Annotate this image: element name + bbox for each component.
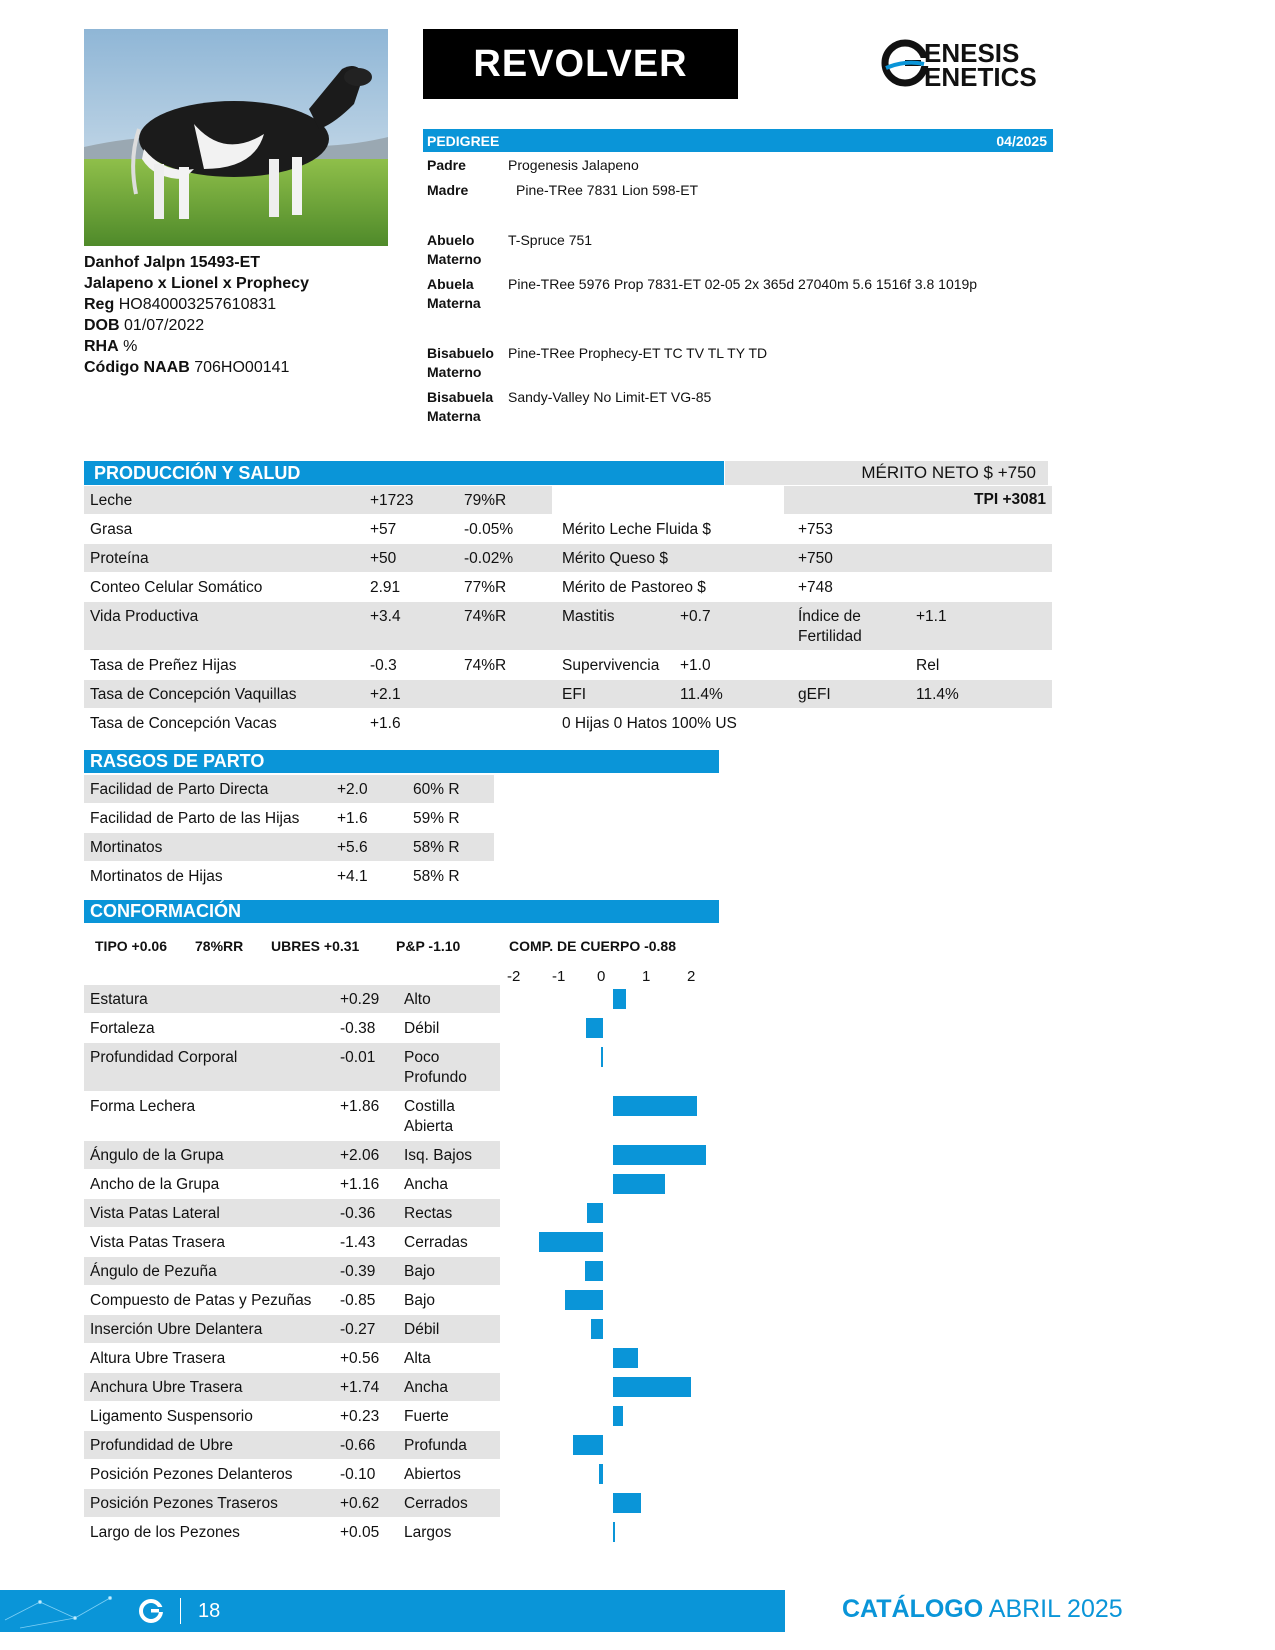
conformation-header-bar: CONFORMACIÓN: [84, 900, 719, 923]
conformation-descriptor: Abiertos: [404, 1466, 461, 1483]
production-cell-c4: Mérito de Pastoreo $: [562, 579, 706, 596]
conformation-trait: Largo de los Pezones: [90, 1524, 240, 1541]
pedigree-label-mgd: Abuela Materna: [427, 276, 481, 311]
conformation-value: -1.43: [340, 1234, 376, 1251]
conformation-value: -0.38: [340, 1020, 376, 1037]
conformation-row: [84, 1402, 500, 1430]
conformation-bar: [591, 1319, 603, 1339]
dob-label: DOB: [84, 317, 120, 334]
conformation-bar: [601, 1047, 603, 1067]
network-decoration-icon: [0, 1590, 130, 1632]
conformation-trait: Ligamento Suspensorio: [90, 1408, 253, 1425]
comp-value: COMP. DE CUERPO -0.88: [509, 938, 677, 954]
conformation-row: [84, 1014, 500, 1042]
conformation-row: [84, 1199, 500, 1227]
pedigree-value-dam: Pine-TRee 7831 Lion 598-ET: [516, 182, 699, 198]
production-cell-c2: 2.91: [370, 579, 401, 596]
conformation-trait: Inserción Ubre Delantera: [90, 1321, 263, 1338]
pedigree-title: PEDIGREE: [427, 133, 500, 149]
conformation-bar: [613, 1174, 665, 1194]
production-cell-c3: 79%R: [464, 492, 507, 509]
conformation-value: -0.10: [340, 1466, 376, 1483]
conformation-trait: Estatura: [90, 991, 148, 1008]
production-header-bar: PRODUCCIÓN Y SALUD: [84, 461, 724, 485]
chart-tick-label: -1: [552, 968, 566, 985]
animal-pedigree-line: Jalapeno x Lionel x Prophecy: [84, 275, 309, 292]
conformation-row: [84, 1344, 500, 1372]
rha-line: [84, 336, 404, 357]
conformation-trait: Profundidad Corporal: [90, 1049, 238, 1066]
cow-image: [84, 29, 388, 246]
conformation-row: [84, 1257, 500, 1285]
production-cell-c4: Supervivencia: [562, 657, 660, 674]
tipo-rel: 78%RR: [195, 938, 244, 954]
chart-tick-label: 1: [642, 968, 651, 985]
production-cell-c1: Tasa de Concepción Vaquillas: [90, 686, 297, 703]
reg-line: [84, 294, 404, 315]
production-cell-c1: Conteo Celular Somático: [90, 579, 263, 596]
conformation-trait: Altura Ubre Trasera: [90, 1350, 226, 1367]
conformation-bar: [565, 1290, 603, 1310]
conformation-value: +0.29: [340, 991, 380, 1008]
conformation-bar: [599, 1464, 604, 1484]
calving-row: [84, 775, 494, 803]
production-row: [84, 544, 1052, 572]
calving-value: +2.0: [337, 781, 368, 798]
production-cell-c6: +753: [798, 521, 833, 538]
catalog-title: [842, 1595, 1123, 1624]
production-cell-c3: 74%R: [464, 608, 507, 625]
pedigree-date: 04/2025: [996, 133, 1047, 149]
conformation-descriptor: Cerrados: [404, 1495, 468, 1512]
naab-line: [84, 357, 404, 378]
pedigree-header-bar: [423, 129, 1053, 152]
footer-bar: [0, 1590, 785, 1632]
production-cell-c4: Mérito Queso $: [562, 550, 668, 567]
production-cell-c1: Grasa: [90, 521, 133, 538]
ubres-value: UBRES +0.31: [271, 938, 360, 954]
calving-trait: Mortinatos de Hijas: [90, 868, 223, 885]
conformation-value: +1.74: [340, 1379, 380, 1396]
conformation-row: [84, 1489, 500, 1517]
conformation-trait: Posición Pezones Traseros: [90, 1495, 278, 1512]
pedigree-value-mggs: Pine-TRee Prophecy-ET TC TV TL TY TD: [508, 345, 768, 361]
pedigree-value-sire: Progenesis Jalapeno: [508, 157, 639, 173]
production-cell-c7: +1.1: [916, 608, 947, 625]
rha-label: RHA: [84, 338, 119, 355]
pedigree-value-mgs: T-Spruce 751: [508, 232, 593, 248]
conformation-row: [84, 1141, 500, 1169]
production-row: [84, 709, 1052, 737]
conformation-value: +2.06: [340, 1147, 380, 1164]
production-cell-c5: 11.4%: [680, 686, 723, 703]
conformation-trait: Ángulo de la Grupa: [90, 1147, 224, 1164]
production-cell-c2: +50: [370, 550, 397, 567]
footer-divider: [180, 1598, 181, 1624]
calving-rel: 59% R: [413, 810, 460, 827]
conformation-trait: Profundidad de Ubre: [90, 1437, 234, 1454]
calving-value: +1.6: [337, 810, 368, 827]
production-cell-c5: +1.0: [680, 657, 711, 674]
production-cell-c2: +1723: [370, 492, 414, 509]
conformation-trait: Ángulo de Pezuña: [90, 1263, 217, 1280]
conformation-value: -0.27: [340, 1321, 376, 1338]
reg-label: Reg: [84, 296, 115, 313]
conformation-descriptor: Cerradas: [404, 1234, 468, 1251]
conformation-descriptor: Ancha: [404, 1379, 448, 1396]
calving-row: [84, 804, 494, 832]
production-cell-c4: 0 Hijas 0 Hatos 100% US: [562, 715, 737, 732]
calving-header-bar: RASGOS DE PARTO: [84, 750, 719, 773]
animal-info: [84, 252, 404, 378]
production-cell-c5: +0.7: [680, 608, 711, 625]
logo-text-line1: ENESIS: [924, 38, 1020, 68]
dob-line: [84, 315, 404, 336]
tipo-value: TIPO +0.06: [95, 938, 167, 954]
production-cell-c6: +748: [798, 579, 833, 596]
production-cell-c1: Leche: [90, 492, 133, 509]
conformation-descriptor: Profunda: [404, 1437, 467, 1454]
conformation-descriptor: Alto: [404, 991, 431, 1008]
conformation-row: [84, 1460, 500, 1488]
production-cell-c7: Rel: [916, 657, 940, 674]
logo-text-line2: ENETICS: [924, 62, 1037, 92]
bull-photo: [84, 29, 388, 246]
production-cell-c3: -0.05%: [464, 521, 514, 538]
conformation-bar: [613, 989, 626, 1009]
production-cell-c2: -0.3: [370, 657, 397, 674]
calving-row: [84, 862, 494, 890]
conformation-trait: Forma Lechera: [90, 1098, 196, 1115]
genesis-g-icon: [136, 1596, 166, 1626]
conformation-trait: Anchura Ubre Trasera: [90, 1379, 243, 1396]
calving-row: [84, 833, 494, 861]
bull-name-title: REVOLVER: [423, 29, 738, 99]
production-cell-c1: Tasa de Concepción Vacas: [90, 715, 277, 732]
conformation-bar: [613, 1096, 697, 1116]
conformation-value: +0.62: [340, 1495, 380, 1512]
conformation-row: [84, 1315, 500, 1343]
calving-rel: 60% R: [413, 781, 460, 798]
calving-value: +4.1: [337, 868, 368, 885]
production-cell-c2: +3.4: [370, 608, 401, 625]
conformation-trait: Vista Patas Trasera: [90, 1234, 225, 1251]
calving-trait: Facilidad de Parto Directa: [90, 781, 269, 798]
conformation-bar: [573, 1435, 603, 1455]
conformation-bar: [613, 1493, 641, 1513]
chart-tick-label: 2: [687, 968, 696, 985]
production-cell-c3: 74%R: [464, 657, 507, 674]
conformation-trait: Ancho de la Grupa: [90, 1176, 220, 1193]
conformation-descriptor: Ancha: [404, 1176, 448, 1193]
conformation-descriptor: Costilla Abierta: [404, 1098, 455, 1135]
reg-value: HO840003257610831: [118, 296, 277, 313]
production-row: [84, 651, 1052, 679]
animal-full-name: Danhof Jalpn 15493-ET: [84, 254, 261, 271]
production-row: [84, 602, 1052, 650]
production-cell-c1: Vida Productiva: [90, 608, 199, 625]
conformation-bar: [587, 1203, 603, 1223]
production-row: [84, 680, 1052, 708]
conformation-row: [84, 1170, 500, 1198]
production-cell-c4: Mastitis: [562, 608, 615, 625]
production-cell-c6: Índice de Fertilidad: [798, 608, 862, 645]
conformation-trait: Compuesto de Patas y Pezuñas: [90, 1292, 312, 1309]
chart-tick-label: 0: [597, 968, 606, 985]
conformation-descriptor: Fuerte: [404, 1408, 449, 1425]
page-number: 18: [198, 1600, 221, 1622]
production-cell-c2: +2.1: [370, 686, 401, 703]
conformation-descriptor: Bajo: [404, 1292, 436, 1309]
calving-trait: Facilidad de Parto de las Hijas: [90, 810, 300, 827]
conformation-bar: [585, 1261, 603, 1281]
naab-label: Código NAAB: [84, 359, 190, 376]
production-row-gap: [552, 486, 784, 514]
conformation-descriptor: Bajo: [404, 1263, 436, 1280]
calving-rel: 58% R: [413, 839, 460, 856]
tpi-value: TPI +3081: [974, 491, 1046, 508]
production-cell-c2: +1.6: [370, 715, 401, 732]
conformation-row: [84, 1228, 500, 1256]
conformation-trait: Fortaleza: [90, 1020, 155, 1037]
conformation-value: +0.23: [340, 1408, 380, 1425]
naab-value: 706HO00141: [194, 359, 290, 376]
conformation-value: +0.05: [340, 1524, 380, 1541]
pedigree-label-dam: Madre: [427, 182, 469, 198]
conformation-descriptor: Débil: [404, 1020, 440, 1037]
conformation-descriptor: Largos: [404, 1524, 452, 1541]
production-cell-c4: EFI: [562, 686, 587, 703]
pedigree-value-mgd: Pine-TRee 5976 Prop 7831-ET 02-05 2x 365d 27040m 5.6 1516f 3.8 1019p: [508, 276, 978, 292]
production-cell-c6: gEFI: [798, 686, 831, 703]
conformation-trait: Posición Pezones Delanteros: [90, 1466, 293, 1483]
pedigree-label-sire: Padre: [427, 157, 466, 173]
pedigree-label-mgs: Abuelo Materno: [427, 232, 482, 267]
logo-g-icon: [880, 38, 930, 88]
conformation-bar: [613, 1145, 706, 1165]
conformation-value: -0.36: [340, 1205, 376, 1222]
conformation-value: +1.16: [340, 1176, 380, 1193]
conformation-row: [84, 1431, 500, 1459]
conformation-descriptor: Alta: [404, 1350, 431, 1367]
conformation-bar: [613, 1348, 638, 1368]
pedigree-label-mggd: Bisabuela Materna: [427, 389, 494, 424]
rha-value: %: [123, 338, 138, 355]
production-cell-c6: +750: [798, 550, 833, 567]
conformation-descriptor: Isq. Bajos: [404, 1147, 473, 1164]
genesis-genetics-logo: [880, 38, 1040, 92]
conformation-bar: [613, 1377, 691, 1397]
conformation-value: +1.86: [340, 1098, 380, 1115]
production-cell-c4: Mérito Leche Fluida $: [562, 521, 712, 538]
pedigree-value-mggd: Sandy-Valley No Limit-ET VG-85: [508, 389, 712, 405]
production-cell-c1: Proteína: [90, 550, 149, 567]
production-row: [84, 573, 1052, 601]
pp-value: P&P -1.10: [396, 938, 461, 954]
conformation-bar: [586, 1018, 603, 1038]
conformation-row: [84, 1092, 500, 1140]
conformation-bar: [613, 1522, 615, 1542]
conformation-value: +0.56: [340, 1350, 380, 1367]
calving-trait: Mortinatos: [90, 839, 163, 856]
production-cell-c1: Tasa de Preñez Hijas: [90, 657, 237, 674]
conformation-row: [84, 1518, 500, 1546]
production-cell-c7: 11.4%: [916, 686, 959, 703]
production-cell-c3: -0.02%: [464, 550, 514, 567]
conformation-value: -0.66: [340, 1437, 376, 1454]
conformation-trait: Vista Patas Lateral: [90, 1205, 220, 1222]
conformation-descriptor: Rectas: [404, 1205, 453, 1222]
conformation-value: -0.85: [340, 1292, 376, 1309]
production-row: [84, 515, 1052, 543]
catalog-title-rest: ABRIL 2025: [988, 1595, 1123, 1623]
production-cell-c3: 77%R: [464, 579, 507, 596]
dob-value: 01/07/2022: [124, 317, 205, 334]
conformation-row: [84, 1043, 500, 1091]
conformation-descriptor: Débil: [404, 1321, 440, 1338]
conformation-bar: [539, 1232, 603, 1252]
conformation-row: [84, 985, 500, 1013]
calving-value: +5.6: [337, 839, 368, 856]
conformation-value: -0.01: [340, 1049, 376, 1066]
calving-rel: 58% R: [413, 868, 460, 885]
chart-tick-label: -2: [507, 968, 521, 985]
conformation-row: [84, 1286, 500, 1314]
conformation-row: [84, 1373, 500, 1401]
production-cell-c2: +57: [370, 521, 397, 538]
conformation-value: -0.39: [340, 1263, 376, 1280]
conformation-descriptor: Poco Profundo: [404, 1049, 467, 1086]
pedigree-label-mggs: Bisabuelo Materno: [427, 345, 494, 380]
net-merit: MÉRITO NETO $ +750: [725, 461, 1048, 485]
catalog-title-bold: CATÁLOGO: [842, 1595, 984, 1623]
conformation-bar: [613, 1406, 623, 1426]
